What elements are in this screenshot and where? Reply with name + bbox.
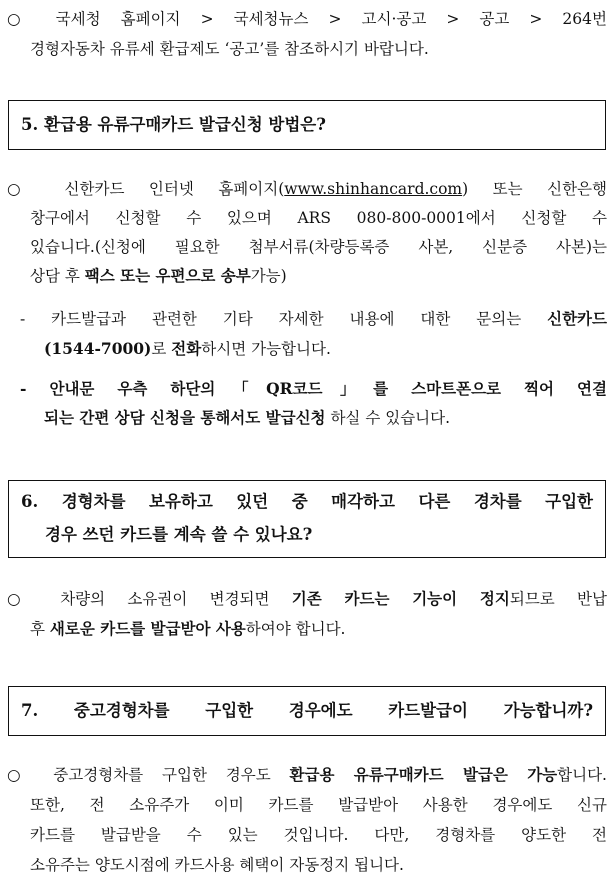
q6-text: 하여야 합니다.: [245, 620, 346, 638]
section-7-title-box: [8, 686, 606, 736]
q6-text: ○ 차량의 소유권이 변경되면: [7, 590, 292, 608]
q6-text: 되므로 반납: [509, 590, 608, 608]
q7-text: 합니다.: [557, 766, 607, 784]
q6-para-line-2: [30, 619, 345, 639]
q6-emphasis: 새로운 카드를 발급받아 사용: [49, 619, 246, 638]
section-7-title: 7. 중고경형차를 구입한 경우에도 카드발급이 가능합니까?: [21, 701, 593, 720]
phone-number: (1544-7000): [44, 339, 152, 358]
q5-text: 상담 후: [30, 267, 85, 285]
q5-dash-2-line-1: - 안내문 우측 하단의「QR코드」를 스마트폰으로 찍어 연결: [20, 379, 607, 398]
q5-dash-1-line-1: [20, 309, 607, 329]
intro-line-1: ○ 국세청 홈페이지 > 국세청뉴스 > 고시·공고 > 공고 > 264번: [7, 10, 607, 28]
q5-text: 로: [151, 340, 172, 358]
q5-dash-2-line-2: [44, 408, 450, 428]
q6-emphasis: 기존 카드는 기능이 정지: [291, 589, 510, 608]
q5-para-line-1: [7, 179, 607, 199]
q5-emphasis: 전화: [171, 339, 202, 358]
q7-text: ○ 중고경형차를 구입한 경우도: [7, 766, 290, 784]
q5-emphasis: 되는 간편 상담 신청을 통해서도 발급신청: [44, 408, 326, 427]
q5-text: 하시면 가능합니다.: [201, 340, 331, 358]
q5-para-line-3: 있습니다.(신청에 필요한 첨부서류(차량등록증 사본, 신분증 사본)는: [30, 238, 607, 256]
q5-emphasis: 신한카드: [547, 309, 607, 328]
q5-dash-1-line-2: [44, 339, 331, 359]
q7-para-line-1: [7, 765, 607, 785]
section-6-title-line-2: 경우 쓰던 카드를 계속 쓸 수 있나요?: [45, 525, 313, 544]
q5-text: 가능): [250, 267, 287, 285]
q5-text: ) 또는 신한은행: [462, 180, 607, 198]
q7-para-line-4: 소유주는 양도시점에 카드사용 혜택이 자동정지 됩니다.: [30, 856, 404, 874]
intro-line-2: 경형자동차 유류세 환급제도 ‘공고’를 참조하시기 바랍니다.: [30, 40, 429, 58]
section-5-title-box: [8, 100, 606, 150]
q5-text: - 카드발급과 관련한 기타 자세한 내용에 대한 문의는: [20, 310, 548, 328]
q5-para-line-2: 창구에서 신청할 수 있으며 ARS 080-800-0001에서 신청할 수: [30, 209, 607, 227]
q6-text: 후: [30, 620, 50, 638]
q6-para-line-1: [7, 589, 607, 609]
q7-emphasis: 환급용 유류구매카드 발급은 가능: [289, 765, 558, 784]
q5-para-line-4: [30, 266, 287, 286]
shinhancard-link[interactable]: www.shinhancard.com: [284, 180, 463, 198]
q7-para-line-2: 또한, 전 소유주가 이미 카드를 발급받아 사용한 경우에도 신규: [30, 796, 607, 814]
q5-text: 하실 수 있습니다.: [325, 409, 451, 427]
q5-text: ○ 신한카드 인터넷 홈페이지(: [7, 180, 285, 198]
section-6-title-line-1: 6. 경형차를 보유하고 있던 중 매각하고 다른 경차를 구입한: [21, 492, 593, 511]
q7-para-line-3: 카드를 발급받을 수 있는 것입니다. 다만, 경형차를 양도한 전: [30, 826, 607, 844]
section-5-title: 5. 환급용 유류구매카드 발급신청 방법은?: [21, 115, 326, 134]
q5-emphasis: 팩스 또는 우편으로 송부: [84, 266, 251, 285]
section-6-title-box: [8, 480, 606, 558]
